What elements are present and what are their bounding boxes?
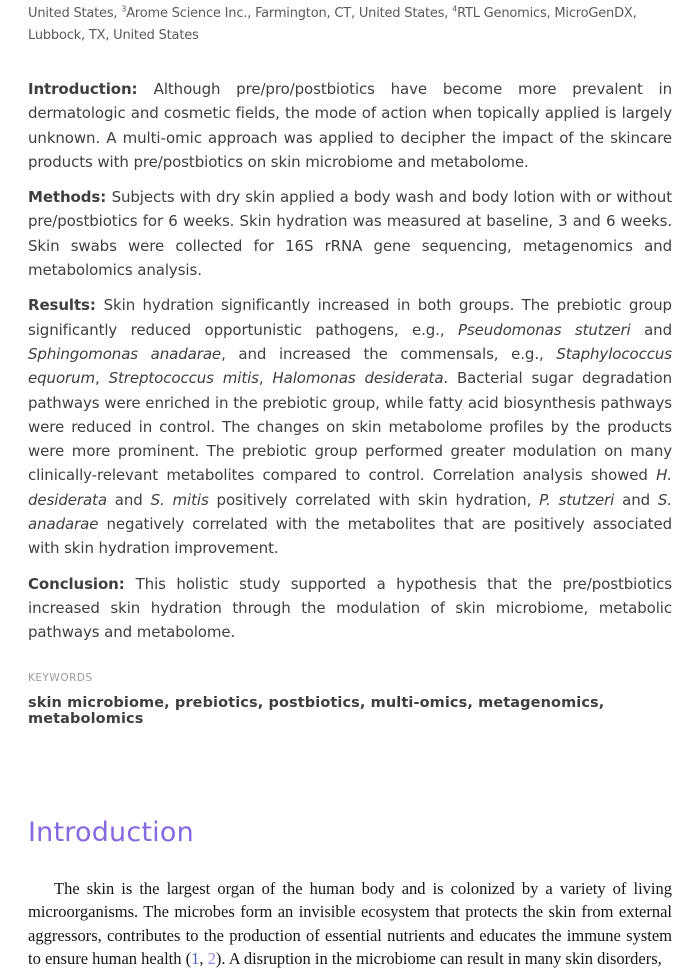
text-segment: positively correlated with skin hydration, <box>208 490 540 509</box>
keywords-section <box>28 672 672 727</box>
text-segment: ). A disruption in the microbiome can result in many skin disorders, <box>215 949 662 969</box>
author-affiliations <box>28 3 672 47</box>
text-segment: 3 <box>121 4 127 14</box>
keywords-label: KEYWORDS <box>28 671 93 684</box>
text-segment: Skin hydration significantly increased in both groups. The prebiotic group significantly reduced opportunistic pathogens, e.g., <box>28 296 672 339</box>
text-segment: 4 <box>452 4 458 14</box>
text-segment: , <box>199 949 208 969</box>
abstract-paragraph-conclusion <box>28 572 672 645</box>
citation-link-1[interactable]: 1 <box>191 949 200 969</box>
text-segment: Introduction: <box>28 80 154 98</box>
abstract-section <box>28 77 672 645</box>
text-segment: United States, <box>28 6 122 21</box>
text-segment: , <box>95 369 109 388</box>
paper-page <box>0 3 700 972</box>
text-segment: , and increased the commensals, e.g., <box>221 344 557 363</box>
text-segment: Staphylococcus equorum <box>28 344 672 388</box>
citation-link-2[interactable]: 2 <box>207 949 216 969</box>
text-segment: Methods: <box>28 188 112 207</box>
text-segment: and <box>106 490 151 509</box>
text-segment: Arome Science Inc., Farmington, CT, United States, <box>126 6 453 21</box>
text-segment: Results: <box>28 296 104 315</box>
text-segment: Halomonas desiderata <box>272 369 444 388</box>
text-segment: The skin is the largest organ of the human body and is colonized by a variety of living microorganisms. The microbes form an invisible ecosystem that protects the skin from external aggressors, contributes to the production of essential nutrients and educates the immune system to ensure human health ( <box>28 878 672 969</box>
text-segment: This holistic study supported a hypothesis that the pre/postbiotics increased skin hydration through the modulation of skin microbiome, metabolic pathways and metabolome. <box>28 574 673 642</box>
text-segment: Sphingomonas anadarae <box>28 344 222 363</box>
text-segment: S. anadarae <box>28 490 672 534</box>
text-segment: H. desiderata <box>28 466 672 509</box>
abstract-paragraph-results <box>28 293 672 560</box>
text-segment: . Bacterial sugar degradation pathways were enriched in the prebiotic group, while fatty acid biosynthesis pathways were reduced in control. The changes on skin metabolome profiles by the products were more prominent. The prebiotic group performed greater modulation on many clinically-relevant metabolites compared to control. Correlation analysis showed <box>28 369 672 485</box>
text-segment: and <box>630 320 672 339</box>
introduction-body-paragraph <box>28 877 672 971</box>
abstract-paragraph-methods <box>28 185 672 282</box>
text-segment: , <box>258 369 273 388</box>
text-segment: Pseudomonas stutzeri <box>457 320 631 339</box>
text-segment: Streptococcus mitis <box>108 369 259 388</box>
text-segment: Conclusion: <box>28 574 136 593</box>
text-segment: Although pre/pro/postbiotics have become more prevalent in dermatologic and cosmetic fields, the mode of action when topically applied is largely unknown. A multi-omic approach was applied to decipher the impact of the skincare products with pre/postbiotics on skin microbiome and metabolome. <box>28 80 673 171</box>
keywords-text: skin microbiome, prebiotics, postbiotics, multi-omics, metagenomics, metabolomics <box>28 694 605 727</box>
text-segment: Subjects with dry skin applied a body wash and body lotion with or without pre/postbiotics for 6 weeks. Skin hydration was measured at baseline, 3 and 6 weeks. Skin swabs were collected for 16S rRNA gene sequencing, metagenomics and metabolomics analysis. <box>28 188 672 280</box>
text-segment: RTL Genomics, MicroGenDX, Lubbock, TX, United States <box>28 6 637 43</box>
text-segment: S. mitis <box>150 490 209 509</box>
abstract-paragraph-introduction <box>28 77 672 174</box>
text-segment: P. stutzeri <box>539 490 615 509</box>
text-segment: and <box>614 490 658 509</box>
text-segment: negatively correlated with the metabolites that are positively associated with skin hydration improvement. <box>28 515 672 558</box>
section-heading-introduction: Introduction <box>28 816 194 848</box>
